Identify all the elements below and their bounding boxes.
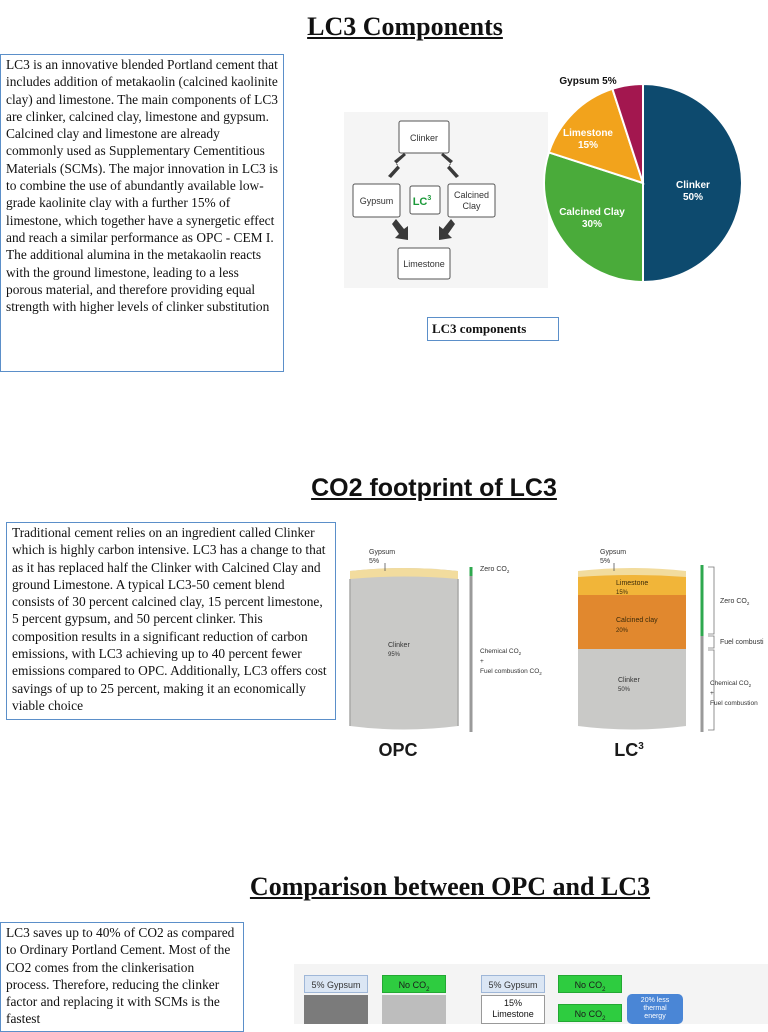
- svg-text:+: +: [710, 690, 714, 697]
- lc3-gypsum-box: 5% Gypsum: [481, 975, 545, 993]
- opc-no-co2-box: No $CO_2$: [382, 975, 446, 993]
- svg-text:Limestone: Limestone: [403, 259, 445, 269]
- svg-text:+: +: [480, 658, 484, 665]
- svg-text:5%: 5%: [369, 558, 380, 565]
- svg-text:Gypsum: Gypsum: [359, 196, 394, 206]
- svg-text:Chemical CO2: Chemical $CO_2$: [710, 680, 752, 688]
- section-title-comparison: Comparison between OPC and LC3: [249, 872, 651, 901]
- svg-text:50%: 50%: [618, 687, 631, 693]
- svg-text:Calcined clay: Calcined clay: [616, 617, 658, 624]
- svg-text:Gypsum: Gypsum: [369, 549, 396, 556]
- lc3-bag: [578, 563, 686, 730]
- lc3-bag-label: $LC^3$: [614, 740, 644, 760]
- svg-text:Calcined: Calcined: [453, 190, 490, 200]
- section-title-co2-footprint: CO2 footprint of LC3: [311, 474, 557, 502]
- pie-label-calcined-clay: Calcined Clay 30%: [559, 207, 625, 230]
- svg-text:95%: 95%: [388, 652, 401, 658]
- svg-text:Fuel combustion: Fuel combustion: [710, 700, 758, 707]
- svg-text:Limestone: Limestone: [616, 580, 649, 587]
- pie-label-clinker: Clinker 50%: [676, 180, 710, 203]
- lc3-components-diagram: [344, 112, 548, 288]
- lc3-no-co2-box-2: No $CO_2$: [558, 1004, 622, 1022]
- opc-clinker-box: [304, 995, 368, 1024]
- svg-text:15%: 15%: [616, 590, 629, 596]
- opc-co2-box: [382, 995, 446, 1024]
- lc3-components-pie-chart: [540, 74, 746, 288]
- co2-footprint-description: Traditional cement relies on an ingredient called Clinker which is highly carbon intensive. LC3 has a change to that as it has replaced half the Clinker with Calcined Clay and ground Limestone. A typical LC3-50 cement blend consists of 30 percent calcined clay, 15 percent limestone, 5 percent gypsum, and 50 percent clinker. This composition results in a significant reduction of carbon emissions, with LC3 achieving up to 40 percent fewer emissions compared to OPC. Additionally, LC3 offers cost savings of up to 25 percent, making it an economically viable choice: [6, 522, 336, 720]
- svg-text:Clinker: Clinker: [618, 677, 640, 684]
- svg-text:Zero CO2: Zero $CO_2$: [480, 566, 510, 574]
- lc3-components-description: LC3 is an innovative blended Portland cement that includes addition of metakaolin (calcined kaolinite clay) and limestone. The main components of LC3 are clinker, calcined clay, limestone and gypsum. Calcined clay and limestone are already commonly used as Supplementary Cementitious Materials (SCMs). The major innovation in LC3 is to combine the use of abundantly available low-grade kaolinite clay with a further 15% of limestone, which together have a synergetic effect and reach a similar performance as OPC - CEM I. The additional alumina in the metakaolin reacts with the ground limestone, leading to a less porous material, and therefore providing equal strength with higher levels of clinker substitution: [0, 54, 284, 372]
- pie-label-gypsum: Gypsum 5%: [559, 76, 617, 87]
- svg-text:Clinker: Clinker: [409, 133, 439, 143]
- opc-gypsum-box: 5% Gypsum: [304, 975, 368, 993]
- svg-text:Zero CO2: Zero $CO_2$: [720, 598, 750, 606]
- svg-text:20%: 20%: [616, 628, 629, 634]
- figure-caption-lc3-components: LC3 components: [427, 317, 559, 341]
- svg-text:Chemical CO2: Chemical $CO_2$: [480, 648, 522, 656]
- lc3-no-co2-box-1: No $CO_2$: [558, 975, 622, 993]
- svg-text:Clinker: Clinker: [388, 642, 410, 649]
- svg-text:LC3: $LC^3$: [412, 195, 432, 208]
- pie-label-limestone: Limestone 15%: [562, 128, 614, 151]
- svg-text:Fuel combustion CO2: Fuel combustion $CO_2$: [480, 668, 542, 676]
- comparison-description: LC3 saves up to 40% of CO2 as compared to Ordinary Portland Cement. Most of the CO2 comes from the clinkerisation process. Therefore, reducing the clinker factor and replacing it with SCMs is the fastest: [0, 922, 244, 1032]
- svg-text:Gypsum: Gypsum: [600, 549, 627, 556]
- lc3-limestone-box: 15% Limestone: [481, 995, 545, 1024]
- opc-bag-label: OPC: [378, 740, 418, 760]
- opc-vs-lc3-bag-figure: [340, 540, 768, 764]
- thermal-energy-badge: 20% less thermal energy: [627, 994, 683, 1024]
- svg-text:Fuel combusti: Fuel combusti: [720, 639, 764, 646]
- svg-text:Clay: Clay: [462, 201, 481, 211]
- svg-text:5%: 5%: [600, 558, 611, 565]
- section-title-lc3-components: LC3 Components: [307, 12, 503, 41]
